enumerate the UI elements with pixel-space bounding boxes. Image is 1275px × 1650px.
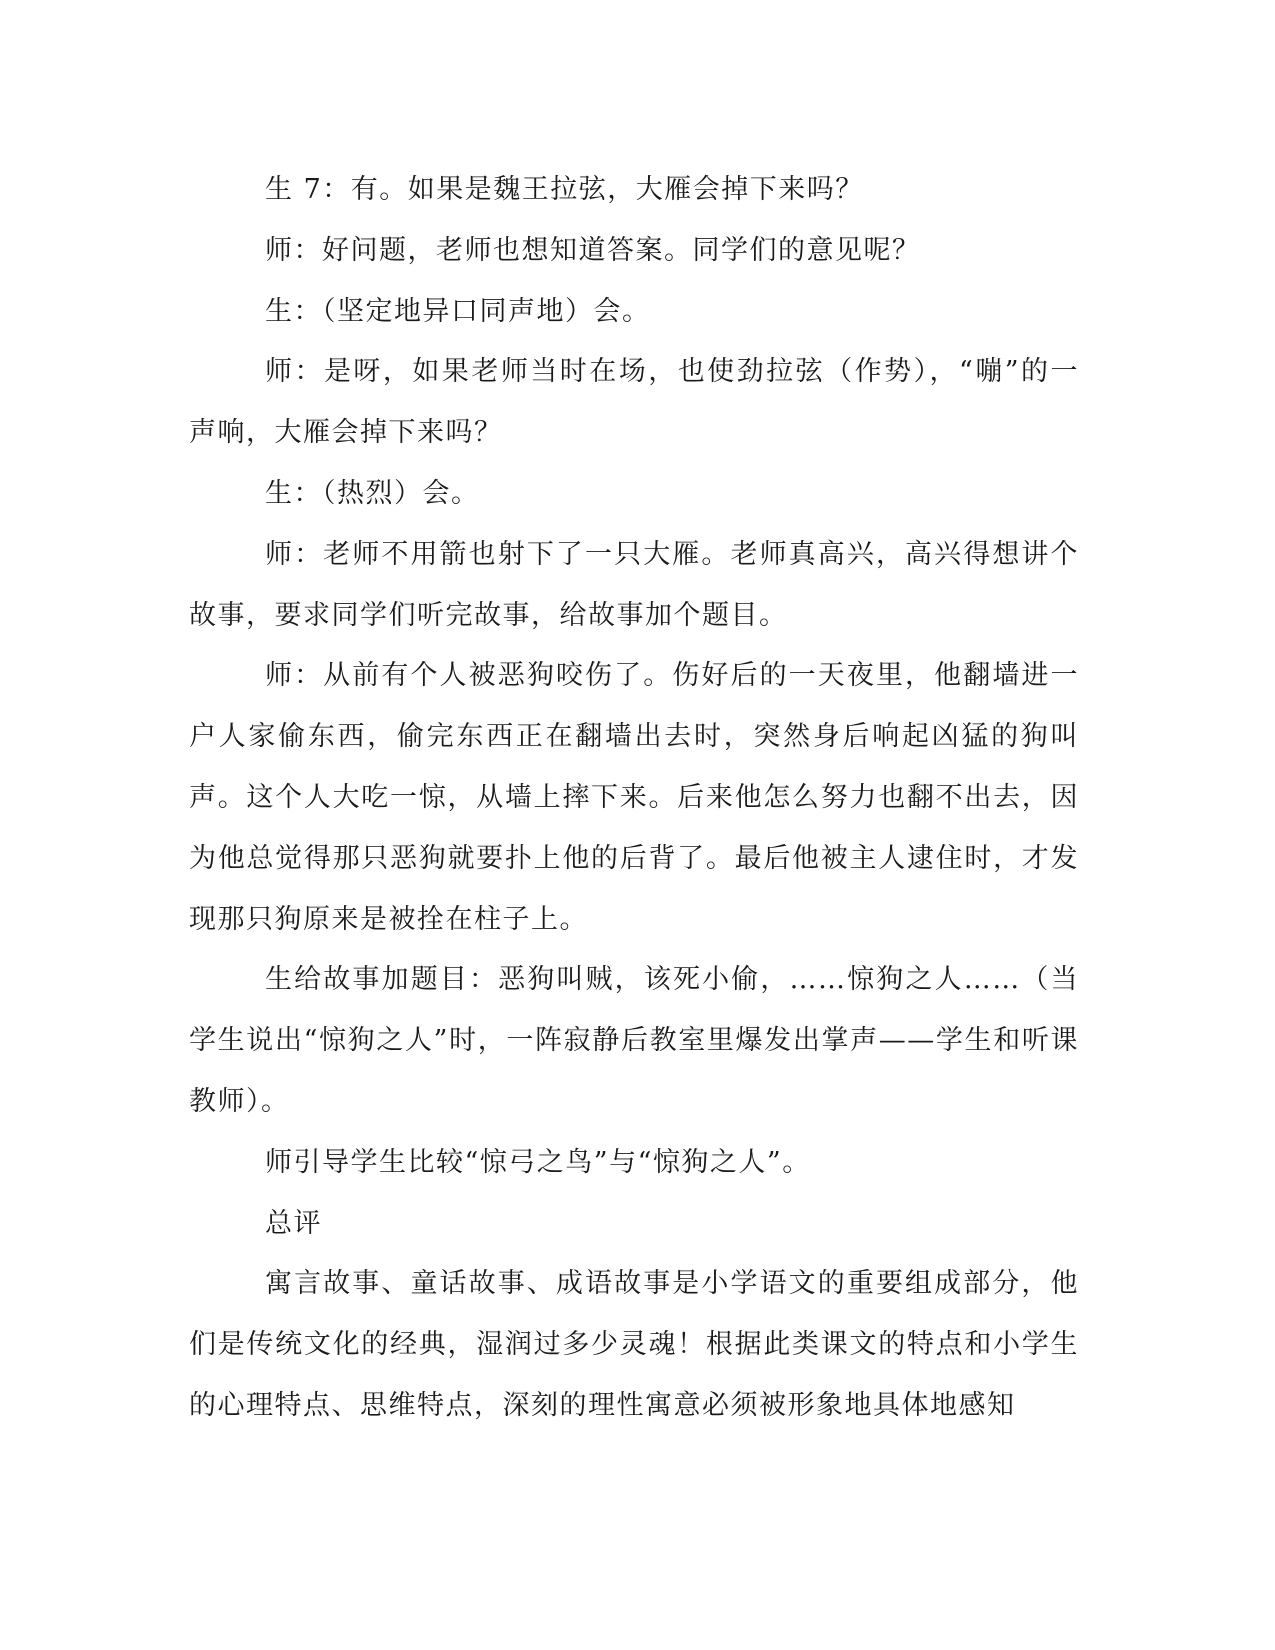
paragraph-students-answer-firm: 生：（坚定地异口同声地）会。 <box>265 295 651 327</box>
paragraph-students-titles: 生给故事加题目：恶狗叫贼，该死小偷，……惊狗之人……（当学生说出“惊狗之人”时，一阵寂静后教室里爆发出掌声——学生和听课教师）。 <box>189 964 1079 1117</box>
paragraph-teacher-pull-string: 师：是呀，如果老师当时在场，也使劲拉弦（作势），“嘣”的一声响，大雁会掉下来吗？ <box>189 356 1079 449</box>
paragraph-summary: 寓言故事、童话故事、成语故事是小学语文的重要组成部分，他们是传统文化的经典，湿润过多少灵魂！根据此类课文的特点和小学生的心理特点、思维特点，深刻的理性寓意必须被形象地具体地感知 <box>189 1268 1079 1421</box>
paragraph-students-answer-warm: 生：（热烈）会。 <box>265 477 480 509</box>
document-body <box>189 160 1079 1437</box>
paragraph-teacher-good-question: 师：好问题，老师也想知道答案。同学们的意见呢？ <box>265 234 921 266</box>
paragraph-teacher-compare: 师引导学生比较“惊弓之鸟”与“惊狗之人”。 <box>265 1146 811 1178</box>
paragraph-student7-question: 生 7：有。如果是魏王拉弦，大雁会掉下来吗？ <box>265 174 864 205</box>
paragraph-teacher-story: 师：从前有个人被恶狗咬伤了。伤好后的一天夜里，他翻墙进一户人家偷东西，偷完东西正在翻墙出去时，突然身后响起凶猛的狗叫声。这个人大吃一惊，从墙上摔下来。后来他怎么努力也翻不出去，因为他总觉得那只恶狗就要扑上他的后背了。最后他被主人逮住时，才发现那只狗原来是被拴在柱子上。 <box>189 660 1079 935</box>
section-heading-summary: 总评 <box>265 1207 322 1239</box>
paragraph-teacher-story-intro: 师：老师不用箭也射下了一只大雁。老师真高兴，高兴得想讲个故事，要求同学们听完故事，给故事加个题目。 <box>189 538 1079 631</box>
